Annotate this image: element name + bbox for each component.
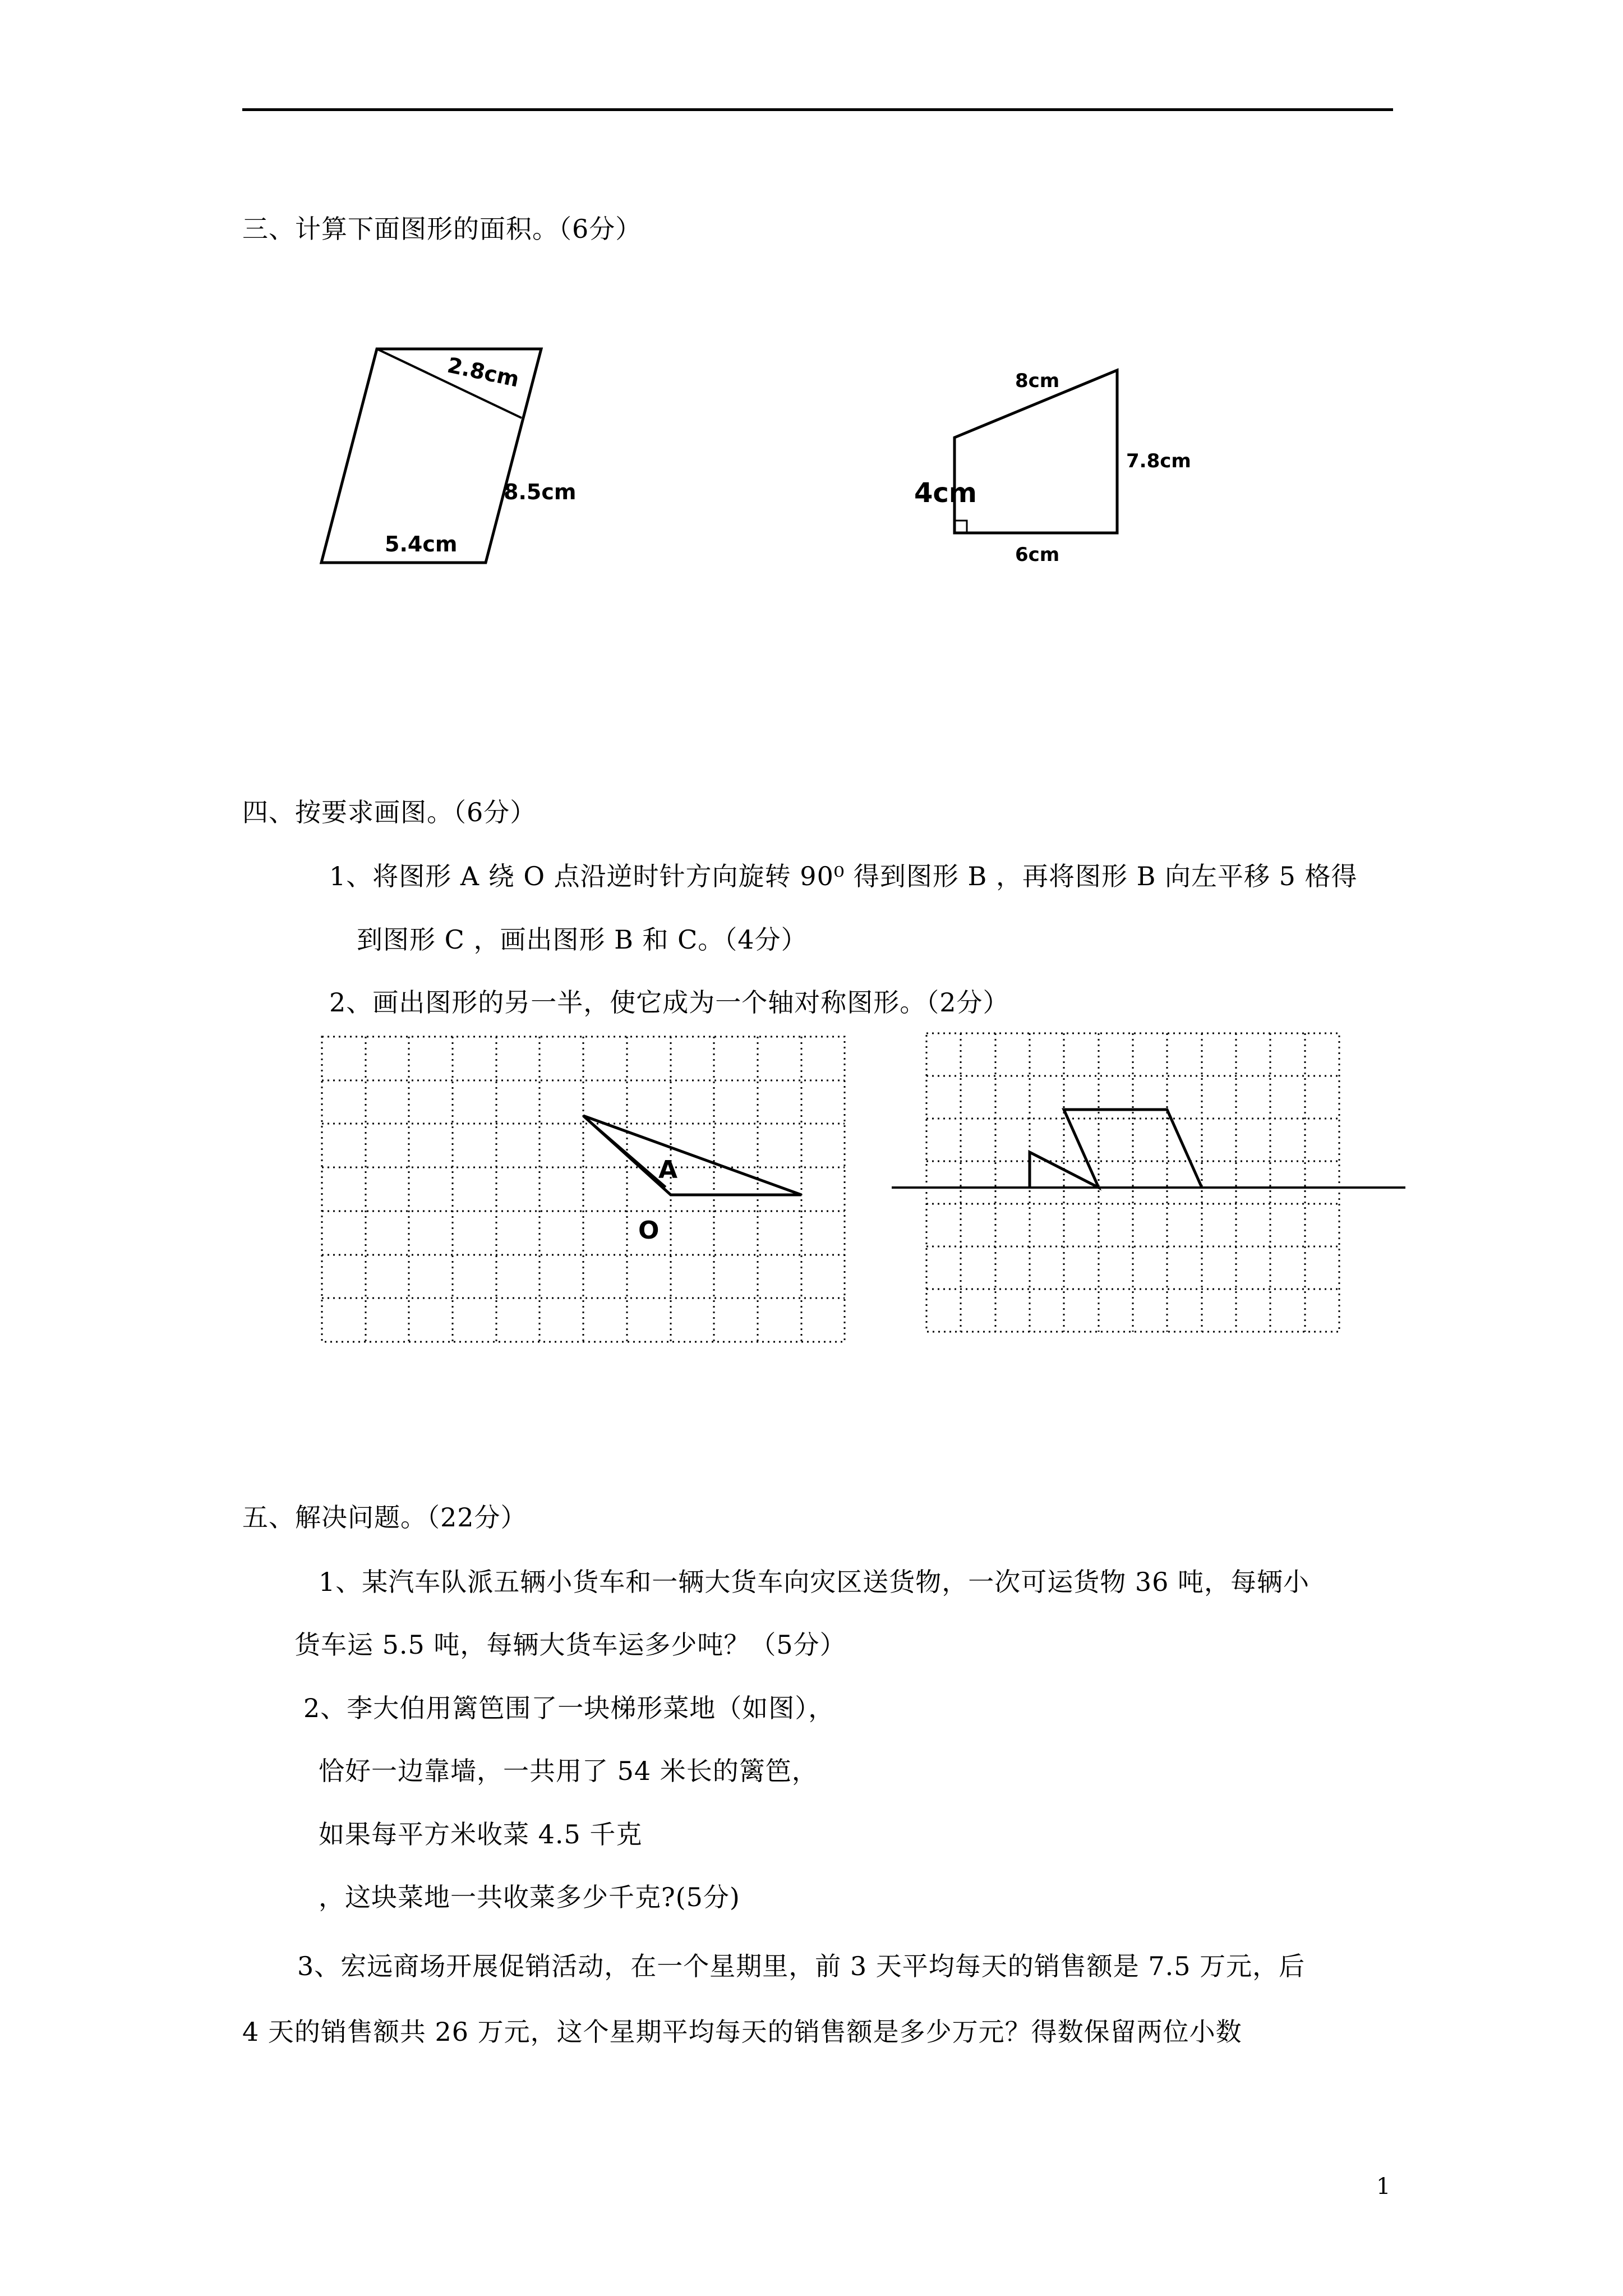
section-4-q1-line1: 1、将图形 A 绕 O 点沿逆时针方向旋转 90⁰ 得到图形 B ，再将图形 B 向左平移 5 格得	[329, 861, 1358, 891]
section-5-q2-line1: 2、李大伯用篱笆围了一块梯形菜地（如图），	[303, 1693, 835, 1723]
section-3-figures	[0, 0, 1623, 617]
section-5-q3-line1: 3、宏远商场开展促销活动，在一个星期里，前 3 天平均每天的销售额是 7.5 万元，后	[297, 1951, 1306, 1981]
parallelogram-base-label: 5.4cm	[385, 532, 458, 556]
left-grid	[322, 1037, 845, 1342]
section-4-q2: 2、画出图形的另一半，使它成为一个轴对称图形。（2分）	[329, 987, 1009, 1018]
section-5-q2-line3: 如果每平方米收菜 4.5 千克	[319, 1819, 643, 1849]
section-5-q1-line1: 1、某汽车队派五辆小货车和一辆大货车向灾区送货物，一次可运货物 36 吨，每辆小	[319, 1567, 1310, 1597]
section-5-q2-line4: ，这块菜地一共收菜多少千克?(5分)	[319, 1882, 740, 1912]
trapezoid-shape	[955, 370, 1117, 533]
section-4-grids	[0, 1010, 1623, 1346]
trapezoid-bottom-label: 6cm	[1015, 544, 1060, 566]
right-grid	[926, 1033, 1339, 1332]
parallelogram-height-label: 2.8cm	[445, 352, 522, 392]
section-5-q1-line2: 货车运 5.5 吨，每辆大货车运多少吨？（5分）	[294, 1630, 846, 1660]
trapezoid-right-label: 7.8cm	[1126, 450, 1191, 472]
label-o: O	[638, 1216, 660, 1245]
section-5-title: 五、解决问题。（22分）	[242, 1502, 527, 1533]
label-a: A	[658, 1156, 678, 1184]
section-4-title: 四、按要求画图。（6分）	[242, 797, 537, 827]
parallelogram-side-label: 8.5cm	[504, 480, 577, 504]
section-5-q3-line2: 4 天的销售额共 26 万元，这个星期平均每天的销售额是多少万元？得数保留两位小数	[242, 2017, 1242, 2047]
half-figure	[1030, 1110, 1202, 1188]
figure-a-triangle	[583, 1116, 801, 1195]
right-angle-mark	[955, 521, 967, 533]
page-number: 1	[1376, 2174, 1391, 2200]
section-4-q1-line2: 到图形 C ，画出图形 B 和 C。（4分）	[357, 924, 808, 955]
section-3-title: 三、计算下面图形的面积。（6分）	[242, 214, 642, 244]
trapezoid-top-label: 8cm	[1015, 370, 1060, 392]
figure-a-inner-line	[583, 1116, 666, 1187]
section-5-q2-line2: 恰好一边靠墙，一共用了 54 米长的篱笆，	[319, 1756, 818, 1786]
trapezoid-left-label: 4cm	[914, 477, 977, 509]
